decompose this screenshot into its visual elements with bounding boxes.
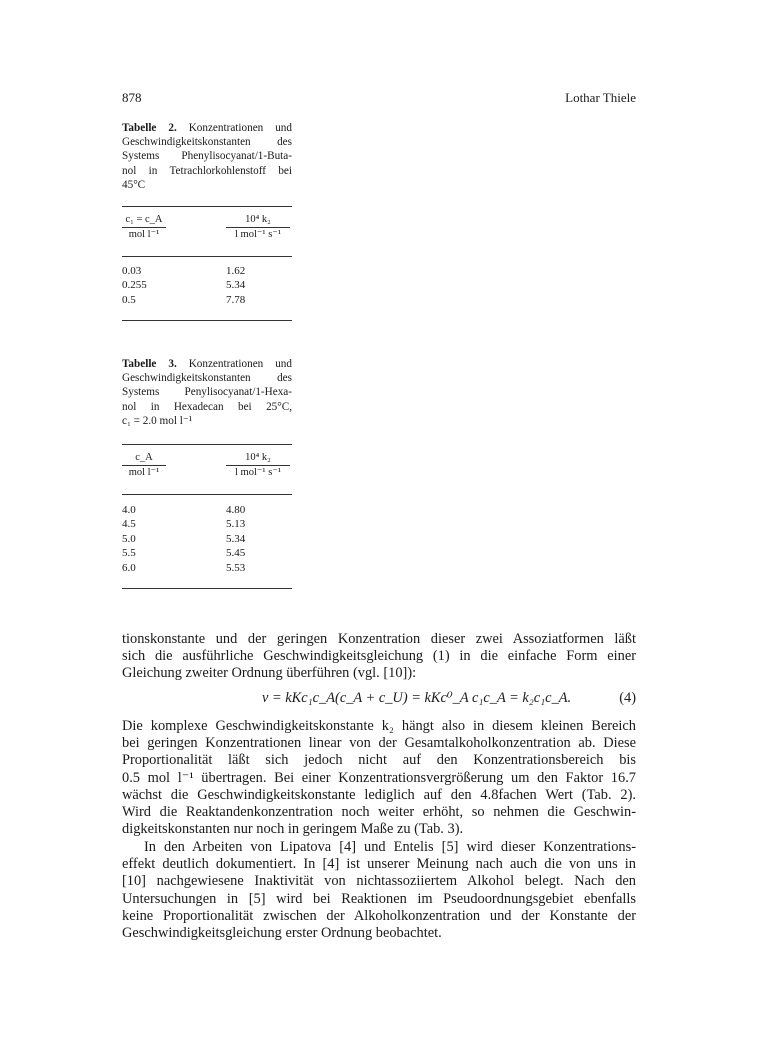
table-row: 0.03 1.62 bbox=[122, 265, 246, 277]
table2-caption-line: Geschwindigkeitskonstanten des bbox=[122, 136, 292, 149]
text-line: Wird die Reaktandenkonzentration noch weiter erhöht, so nehmen die Geschwin- bbox=[122, 804, 636, 821]
table3-col2-unit: l mol⁻¹ s⁻¹ bbox=[235, 467, 281, 478]
table2-col2-unit: l mol⁻¹ s⁻¹ bbox=[235, 229, 281, 240]
equation-4 bbox=[122, 690, 636, 708]
text-line: wächst die Geschwindigkeitskonstante lediglich auf den 4.8fachen Wert (Tab. 2). bbox=[122, 786, 636, 803]
table3-col1-top: c_A bbox=[122, 452, 166, 466]
table3-col2-header bbox=[226, 452, 290, 479]
text-line: keine Proportionalität zwischen der Alkoholkonzentration und der Konstante der bbox=[122, 907, 636, 924]
table3-caption-line: nol in Hexadecan bei 25°C, bbox=[122, 400, 292, 413]
table2-header bbox=[122, 214, 292, 250]
table3-mid-rule bbox=[122, 494, 292, 495]
text-line: effekt deutlich dokumentiert. In [4] ist unserer Meinung nach auch die von uns in bbox=[122, 856, 636, 873]
text-line: [10] nachgewiesene Inaktivität von nichtassoziiertem Alkohol belegt. Nach den bbox=[122, 873, 636, 890]
table3-caption-line: Tabelle 3. Konzentrationen und bbox=[122, 358, 292, 370]
text-line: digkeitskonstanten nur noch in geringem Maße zu (Tab. 3). bbox=[122, 821, 464, 838]
table2-bottom-rule bbox=[122, 320, 292, 321]
table3-caption-label: Tabelle 3. bbox=[122, 358, 177, 370]
table2-caption-line: 45°C bbox=[122, 178, 146, 191]
page-number: 878 bbox=[122, 90, 142, 105]
table3-caption-line: Geschwindigkeitskonstanten des bbox=[122, 372, 292, 385]
table2-col2-header bbox=[226, 214, 290, 241]
table-row: 0.5 7.78 bbox=[122, 293, 246, 306]
table2-col1-unit: mol l⁻¹ bbox=[128, 229, 160, 240]
text-line: 0.5 mol l⁻¹ übertragen. Bei einer Konzentrationsvergrößerung um den Faktor 16.7 bbox=[122, 769, 636, 786]
table2-caption-line: Systems Phenylisocyanat/1-Buta- bbox=[122, 150, 292, 163]
table3-top-rule bbox=[122, 444, 292, 445]
equation-number: (4) bbox=[619, 690, 636, 706]
running-author: Lothar Thiele bbox=[565, 90, 636, 105]
table2-caption bbox=[122, 121, 292, 192]
text-line: tionskonstante und der geringen Konzentration dieser zwei Assoziatformen läßt bbox=[122, 631, 636, 647]
table2-col1-top: c₁ = c_A bbox=[122, 214, 166, 228]
text-line: Die komplexe Geschwindigkeitskonstante k₂ hängt also in diesem kleinen Bereich bbox=[122, 718, 636, 734]
table3-col2-top: 10⁴ k₂ bbox=[226, 452, 290, 466]
table3-caption-line: Systems Penylisocyanat/1-Hexa- bbox=[122, 386, 292, 399]
text-line: Untersuchungen in [5] wird bei Reaktionen im Pseudoordnungsgebiet ebenfalls bbox=[122, 890, 636, 907]
table2-mid-rule bbox=[122, 256, 292, 257]
table2-body bbox=[122, 264, 292, 307]
table-row: 5.0 5.34 bbox=[122, 532, 246, 545]
table2-col2-top: 10⁴ k₂ bbox=[226, 214, 290, 228]
text-line: Gleichung zweiter Ordnung überführen (vgl. [10]): bbox=[122, 665, 417, 682]
table-row: 6.0 5.53 bbox=[122, 561, 246, 574]
equation-formula: v = kKc₁c_A(c_A + c_U) = kKc⁰_A c₁c_A = k₂c₁c_A. bbox=[262, 690, 572, 706]
table3-body bbox=[122, 503, 292, 575]
table2-top-rule bbox=[122, 206, 292, 207]
table3-header bbox=[122, 452, 292, 488]
table3-caption bbox=[122, 357, 292, 428]
table3-col1-header bbox=[122, 452, 166, 479]
text-line: sich die ausführliche Geschwindigkeitsgleichung (1) in die einfache Form einer bbox=[122, 648, 636, 665]
paragraph-3 bbox=[122, 839, 636, 942]
text-line: In den Arbeiten von Lipatova [4] und Entelis [5] wird dieser Konzentrations- bbox=[144, 839, 636, 855]
table-row: 5.5 5.45 bbox=[122, 547, 246, 560]
table-row: 4.0 4.80 bbox=[122, 504, 246, 516]
table2-caption-line: nol in Tetrachlorkohlenstoff bei bbox=[122, 164, 292, 177]
table2-caption-line: Tabelle 2. Konzentrationen und bbox=[122, 122, 292, 134]
table3-col1-unit: mol l⁻¹ bbox=[128, 467, 160, 478]
table2-col1-header bbox=[122, 214, 166, 241]
table3-bottom-rule bbox=[122, 588, 292, 589]
table2-caption-label: Tabelle 2. bbox=[122, 122, 177, 134]
text-line: Proportionalität läßt sich jedoch nicht auf den Konzentrationsbereich bis bbox=[122, 752, 636, 769]
paragraph-2 bbox=[122, 718, 636, 838]
table-row: 0.255 5.34 bbox=[122, 279, 246, 292]
text-line: bei geringen Konzentrationen linear von der Gesamtalkoholkonzentration ab. Diese bbox=[122, 735, 636, 752]
paragraph-1 bbox=[122, 631, 636, 683]
table3-caption-line: c₁ = 2.0 mol l⁻¹ bbox=[122, 414, 193, 427]
text-line: Geschwindigkeitsgleichung erster Ordnung beobachtet. bbox=[122, 925, 442, 942]
table-row: 4.5 5.13 bbox=[122, 518, 246, 531]
